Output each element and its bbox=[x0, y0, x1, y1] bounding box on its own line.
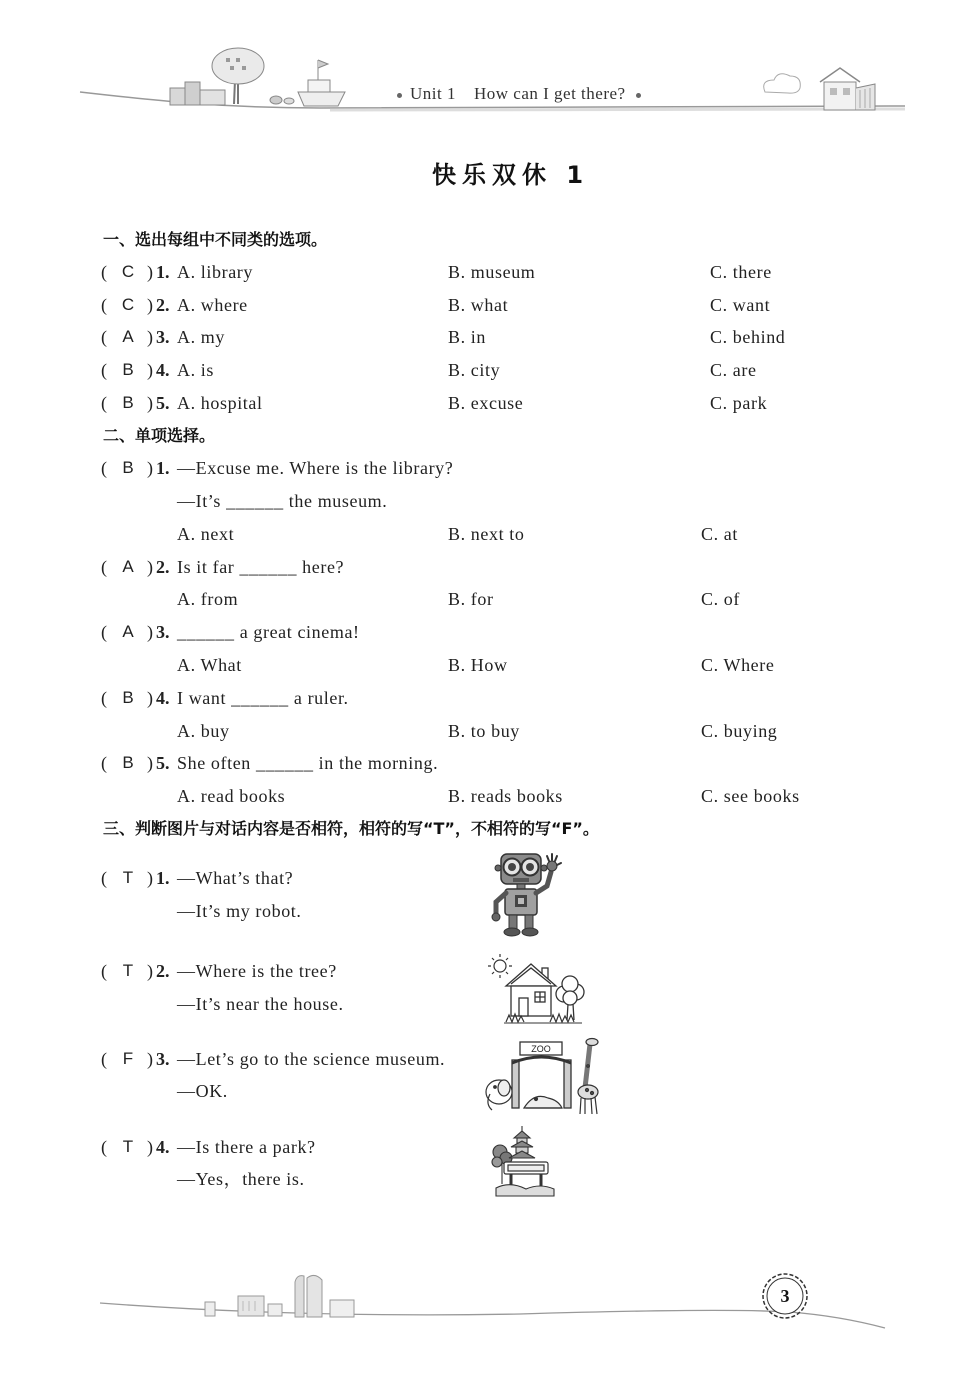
bracket-close: ) bbox=[147, 262, 154, 282]
section3-heading: 三、判断图片与对话内容是否相符，相符的写“T”，不相符的写“F”。 bbox=[103, 819, 599, 838]
item-number: 5. bbox=[156, 753, 170, 773]
rocks-icon bbox=[496, 1185, 554, 1196]
option-c: C. there bbox=[710, 262, 772, 282]
option-c: C. at bbox=[701, 524, 738, 544]
footer-line bbox=[100, 1303, 885, 1328]
boat-icon bbox=[298, 60, 345, 106]
robot-icon bbox=[485, 848, 565, 940]
bracket-open: ( bbox=[101, 1137, 108, 1157]
section2-options bbox=[0, 653, 979, 677]
question-text: I want ______ a ruler. bbox=[177, 688, 349, 708]
small-figures-icon bbox=[270, 96, 294, 104]
bracket-close: ) bbox=[147, 360, 154, 380]
answer: B bbox=[122, 688, 134, 707]
crocodile-icon bbox=[524, 1096, 562, 1108]
option-b: B. excuse bbox=[448, 393, 524, 413]
house-tree-icon bbox=[484, 952, 586, 1028]
dialogue-line: —Is there a park? bbox=[177, 1137, 316, 1157]
item-number: 2. bbox=[156, 961, 170, 981]
robot-legs bbox=[504, 915, 538, 936]
bracket-open: ( bbox=[101, 262, 108, 282]
section1-item bbox=[0, 325, 979, 349]
section1-item bbox=[0, 358, 979, 382]
header-title: How can I get there? bbox=[473, 84, 626, 103]
zoo-gate-icon bbox=[484, 1036, 602, 1116]
page-title: 快乐双休 1 bbox=[432, 161, 590, 189]
item-number: 1. bbox=[156, 262, 170, 282]
bracket-open: ( bbox=[101, 688, 108, 708]
option-b: B. reads books bbox=[448, 786, 563, 806]
section2-question bbox=[0, 686, 979, 710]
running-header bbox=[397, 82, 641, 106]
section2-options bbox=[0, 719, 979, 743]
answer: C bbox=[121, 295, 135, 314]
section2-question bbox=[0, 456, 979, 480]
bracket-open: ( bbox=[101, 1049, 108, 1069]
dialogue-line: —Let’s go to the science museum. bbox=[177, 1049, 446, 1069]
page-number: 3 bbox=[780, 1286, 790, 1306]
dialogue-line: —Where is the tree? bbox=[177, 961, 337, 981]
option-a: A. from bbox=[177, 589, 239, 609]
question-text: —Excuse me. Where is the library? bbox=[177, 458, 454, 478]
bracket-close: ) bbox=[147, 1137, 154, 1157]
option-c: C. see books bbox=[701, 786, 800, 806]
item-number: 4. bbox=[156, 688, 170, 708]
house-icon bbox=[820, 68, 875, 110]
section2-question-line bbox=[0, 489, 979, 513]
bracket-close: ) bbox=[147, 688, 154, 708]
section2-options bbox=[0, 522, 979, 546]
answer: A bbox=[122, 557, 134, 576]
option-a: A. read books bbox=[177, 786, 286, 806]
option-b: B. to buy bbox=[448, 721, 520, 741]
option-a: A. hospital bbox=[177, 393, 263, 413]
bracket-close: ) bbox=[147, 393, 154, 413]
option-c: C. behind bbox=[710, 327, 786, 347]
item-number: 1. bbox=[156, 868, 170, 888]
option-c: C. Where bbox=[701, 655, 775, 675]
answer: B bbox=[122, 753, 134, 772]
bracket-close: ) bbox=[147, 868, 154, 888]
bullet-icon bbox=[397, 93, 402, 98]
bracket-open: ( bbox=[101, 557, 108, 577]
option-b: B. what bbox=[448, 295, 509, 315]
bracket-open: ( bbox=[101, 458, 108, 478]
option-a: A. buy bbox=[177, 721, 230, 741]
item-number: 3. bbox=[156, 622, 170, 642]
item-number: 2. bbox=[156, 295, 170, 315]
answer: B bbox=[122, 360, 134, 379]
question-text: Is it far ______ here? bbox=[177, 557, 345, 577]
question-text: —It’s ______ the museum. bbox=[177, 491, 388, 511]
answer: A bbox=[122, 622, 134, 641]
bracket-open: ( bbox=[101, 622, 108, 642]
pagoda-icon bbox=[509, 1126, 535, 1158]
answer: B bbox=[122, 458, 134, 477]
option-b: B. How bbox=[448, 655, 508, 675]
robot-head bbox=[495, 854, 547, 884]
answer: T bbox=[122, 961, 134, 980]
footer-decoration bbox=[0, 1260, 979, 1340]
header-decoration bbox=[0, 0, 979, 125]
section1-item bbox=[0, 391, 979, 415]
bracket-close: ) bbox=[147, 327, 154, 347]
option-c: C. of bbox=[701, 589, 740, 609]
option-a: A. where bbox=[177, 295, 248, 315]
cloud-icon bbox=[764, 74, 801, 93]
answer: C bbox=[121, 262, 135, 281]
bracket-open: ( bbox=[101, 295, 108, 315]
option-c: C. buying bbox=[701, 721, 778, 741]
item-number: 4. bbox=[156, 360, 170, 380]
dialogue-line: —It’s my robot. bbox=[177, 901, 302, 921]
option-b: B. city bbox=[448, 360, 501, 380]
question-text: ______ a great cinema! bbox=[177, 622, 360, 642]
answer: A bbox=[122, 327, 134, 346]
option-b: B. next to bbox=[448, 524, 525, 544]
option-a: A. next bbox=[177, 524, 235, 544]
option-b: B. in bbox=[448, 327, 487, 347]
zoo-sign: ZOO bbox=[531, 1044, 551, 1054]
option-b: B. for bbox=[448, 589, 494, 609]
dialogue-line: —It’s near the house. bbox=[177, 994, 344, 1014]
section2-options bbox=[0, 587, 979, 611]
option-c: C. park bbox=[710, 393, 768, 413]
elephant-icon bbox=[486, 1080, 512, 1110]
answer: T bbox=[122, 868, 134, 887]
bracket-close: ) bbox=[147, 295, 154, 315]
dialogue-line: —OK. bbox=[177, 1081, 228, 1101]
answer: F bbox=[122, 1049, 134, 1068]
section1-item bbox=[0, 260, 979, 284]
dialogue-line: —Yes，there is. bbox=[177, 1169, 305, 1189]
question-text: She often ______ in the morning. bbox=[177, 753, 439, 773]
section1-heading: 一、选出每组中不同类的选项。 bbox=[103, 230, 328, 249]
bracket-close: ) bbox=[147, 622, 154, 642]
item-number: 2. bbox=[156, 557, 170, 577]
option-a: A. library bbox=[177, 262, 253, 282]
house-icon bbox=[506, 964, 556, 1016]
item-number: 4. bbox=[156, 1137, 170, 1157]
tree-icon bbox=[556, 976, 584, 1020]
bullet-icon bbox=[636, 93, 641, 98]
bracket-open: ( bbox=[101, 327, 108, 347]
section2-heading: 二、单项选择。 bbox=[103, 426, 216, 445]
bracket-open: ( bbox=[101, 961, 108, 981]
giraffe-icon bbox=[578, 1039, 598, 1115]
robot-body bbox=[505, 884, 537, 915]
option-c: C. want bbox=[710, 295, 771, 315]
section1-item bbox=[0, 293, 979, 317]
park-gate-icon bbox=[490, 1126, 560, 1198]
bracket-close: ) bbox=[147, 557, 154, 577]
option-c: C. are bbox=[710, 360, 757, 380]
bracket-close: ) bbox=[147, 1049, 154, 1069]
bracket-open: ( bbox=[101, 393, 108, 413]
bracket-close: ) bbox=[147, 961, 154, 981]
answer: B bbox=[122, 393, 134, 412]
answer: T bbox=[122, 1137, 134, 1156]
option-a: A. is bbox=[177, 360, 215, 380]
dialogue-line: —What’s that? bbox=[177, 868, 294, 888]
section2-question bbox=[0, 751, 979, 775]
bracket-open: ( bbox=[101, 753, 108, 773]
section2-question bbox=[0, 620, 979, 644]
item-number: 5. bbox=[156, 393, 170, 413]
option-b: B. museum bbox=[448, 262, 536, 282]
bracket-open: ( bbox=[101, 868, 108, 888]
bracket-close: ) bbox=[147, 753, 154, 773]
bracket-close: ) bbox=[147, 458, 154, 478]
sun-icon bbox=[488, 954, 512, 978]
item-number: 3. bbox=[156, 1049, 170, 1069]
bracket-open: ( bbox=[101, 360, 108, 380]
item-number: 1. bbox=[156, 458, 170, 478]
option-a: A. my bbox=[177, 327, 225, 347]
item-number: 3. bbox=[156, 327, 170, 347]
option-a: A. What bbox=[177, 655, 242, 675]
section2-question bbox=[0, 555, 979, 579]
header-unit: Unit 1 bbox=[410, 84, 456, 103]
buildings-icon bbox=[170, 82, 225, 105]
section2-options bbox=[0, 784, 979, 808]
